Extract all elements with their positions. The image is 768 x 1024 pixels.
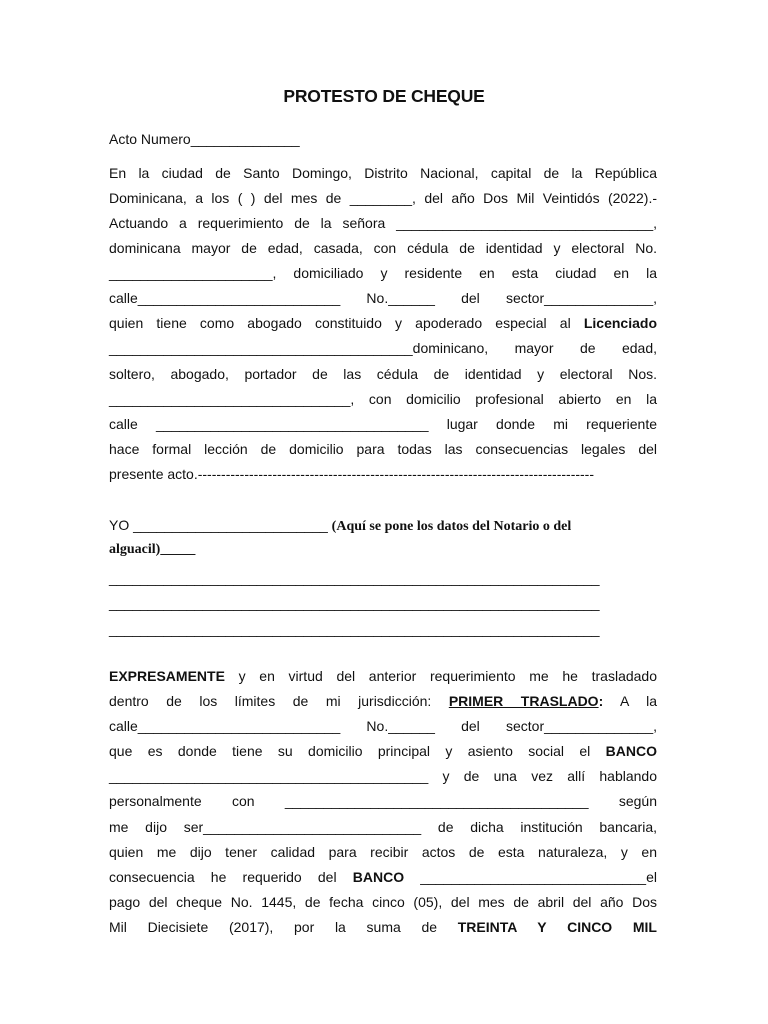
paragraph-line: Actuando a requerimiento de la señora _________________________________, [109,215,657,231]
blank-line: _______________________________________________________________ [109,570,600,586]
paragraph-line: quien me dijo tener calidad para recibir actos de esta naturaleza, y en [109,844,657,860]
paragraph-line: pago del cheque No. 1445, de fecha cinco (05), del mes de abril del año Dos [109,894,657,910]
paragraph-text: Mil Diecisiete (2017), por la suma de [109,919,458,935]
yo-text: YO _________________________ [109,517,332,533]
paragraph-text: dentro de los límites de mi jurisdicción: [109,693,449,709]
amount-label: TREINTA Y CINCO MIL [457,919,657,935]
paragraph-text: y en virtud del anterior requerimiento me he trasladado [224,668,657,684]
paragraph-text: quien tiene como abogado constituido y apoderado especial al [109,315,584,331]
primer-traslado-label [449,693,603,709]
paragraph-line: calle ___________________________________ lugar donde mi requeriente [109,416,657,432]
paragraph-line: _____________________, domiciliado y residente en esta ciudad en la [109,265,657,281]
paragraph-text: que es donde tiene su domicilio principal y asiento social el [109,743,606,759]
paragraph-line: hace formal lección de domicilio para todas las consecuencias legales del [109,441,657,457]
paragraph-line: presente acto.------------------------------------------------------------------------------------- [109,466,595,482]
paragraph-line: calle__________________________ No.______ del sector______________, [109,718,657,734]
banco-label: BANCO [352,869,405,885]
paragraph-line: _______________________________________dominicano, mayor de edad, [109,340,657,356]
paragraph-line: calle__________________________ No.______ del sector______________, [109,290,657,306]
acto-numero: Acto Numero______________ [109,131,300,147]
notary-note: (Aquí se pone los datos del Notario o del [331,519,572,534]
paragraph-line [109,315,657,331]
paragraph-text: consecuencia he requerido del [109,869,353,885]
paragraph-line [109,693,657,709]
primer-traslado-underlined: PRIMER TRASLADO [448,693,599,709]
blank-line: _______________________________________________________________ [109,621,600,637]
paragraph-text: A la [603,693,657,709]
paragraph-line: soltero, abogado, portador de las cédula de identidad y electoral Nos. [109,366,657,382]
paragraph-line: me dijo ser____________________________ de dicha institución bancaria, [109,819,657,835]
expresamente-label: EXPRESAMENTE [109,668,225,684]
paragraph-line [109,919,657,935]
paragraph-line: En la ciudad de Santo Domingo, Distrito Nacional, capital de la República [109,165,657,181]
paragraph-line [109,668,657,684]
banco-label: BANCO [605,743,657,759]
yo-line [109,517,657,535]
licenciado-label: Licenciado [583,315,657,331]
paragraph-line: _________________________________________ y de una vez allí hablando [109,768,657,784]
paragraph-line: _______________________________, con domicilio profesional abierto en la [109,391,657,407]
document-title: PROTESTO DE CHEQUE [283,86,485,106]
paragraph-line [109,869,657,885]
paragraph-line: dominicana mayor de edad, casada, con cédula de identidad y electoral No. [109,240,657,256]
blank-line: _______________________________________________________________ [109,595,600,611]
colon: : [598,693,604,709]
paragraph-line [109,743,657,759]
notary-note-cont: alguacil)_____ [109,542,196,557]
paragraph-text: _____________________________el [404,869,657,885]
paragraph-line: personalmente con _______________________________________ según [109,793,657,809]
paragraph-line: Dominicana, a los ( ) del mes de ________, del año Dos Mil Veintidós (2022).- [109,190,657,206]
